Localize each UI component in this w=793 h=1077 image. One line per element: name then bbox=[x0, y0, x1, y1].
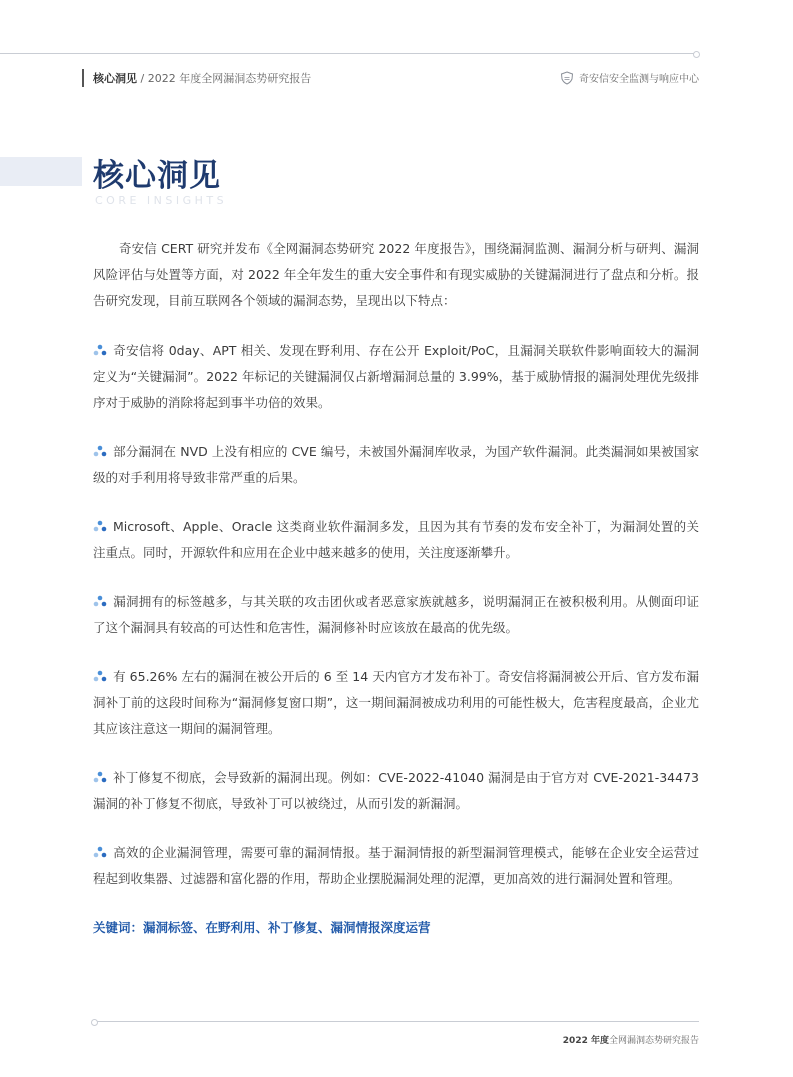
insight-text: 奇安信将 0day、APT 相关、发现在野利用、存在公开 Exploit/PoC，且漏洞关联软件影响面较大的漏洞定义为“关键漏洞”。2022 年标记的关键漏洞仅占新增漏洞总量的 3.99%，基于威胁情报的漏洞处理优先级排序对于威胁的消除将起到事半功倍的效果。 bbox=[93, 343, 699, 410]
insight-item bbox=[93, 840, 699, 892]
insight-item bbox=[93, 589, 699, 641]
shield-logo-icon bbox=[560, 71, 574, 85]
insight-text: 补丁修复不彻底，会导致新的漏洞出现。例如：CVE-2022-41040 漏洞是由于官方对 CVE-2021-34473 漏洞的补丁修复不彻底，导致补丁可以被绕过，从而引发的新漏洞。 bbox=[93, 770, 699, 811]
breadcrumb-bar bbox=[82, 69, 84, 87]
insight-item bbox=[93, 664, 699, 742]
breadcrumb-report: 2022 年度全网漏洞态势研究报告 bbox=[147, 72, 312, 85]
brand-name: 奇安信安全监测与响应中心 bbox=[579, 74, 699, 85]
insight-item bbox=[93, 439, 699, 491]
content bbox=[93, 236, 699, 941]
footer-rule-dot bbox=[91, 1019, 98, 1026]
intro-paragraph: 奇安信 CERT 研究并发布《全网漏洞态势研究 2022 年度报告》，围绕漏洞监测、漏洞分析与研判、漏洞风险评估与处置等方面，对 2022 年全年发生的重大安全事件和有现实威胁的关键漏洞进行了盘点和分析。报告研究发现，目前互联网各个领域的漏洞态势，呈现出以下特点： bbox=[93, 241, 699, 308]
insight-text: 漏洞拥有的标签越多，与其关联的攻击团伙或者恶意家族就越多，说明漏洞正在被积极利用。从侧面印证了这个漏洞具有较高的可达性和危害性，漏洞修补时应该放在最高的优先级。 bbox=[93, 594, 699, 635]
breadcrumb-separator: / bbox=[137, 72, 148, 85]
keywords: 关键词：漏洞标签、在野利用、补丁修复、漏洞情报深度运营 bbox=[93, 920, 431, 935]
tri-dots-icon bbox=[93, 595, 107, 607]
brand bbox=[560, 70, 699, 85]
tri-dots-icon bbox=[93, 771, 107, 783]
insight-text: 有 65.26% 左右的漏洞在被公开后的 6 至 14 天内官方才发布补丁。奇安信将漏洞被公开后、官方发布漏洞补丁前的这段时间称为“漏洞修复窗口期”，这一期间漏洞被成功利用的可能性极大，危害程度最高，企业尤其应该注意这一期间的漏洞管理。 bbox=[93, 669, 699, 736]
insight-item bbox=[93, 765, 699, 817]
header-rule-dot bbox=[693, 51, 700, 58]
breadcrumb bbox=[93, 70, 311, 86]
tri-dots-icon bbox=[93, 344, 107, 356]
insight-text: Microsoft、Apple、Oracle 这类商业软件漏洞多发，且因为其有节奏的发布安全补丁，为漏洞处置的关注重点。同时，开源软件和应用在企业中越来越多的使用，关注度逐渐攀升。 bbox=[93, 519, 699, 560]
footer-year: 2022 年度 bbox=[562, 1036, 609, 1046]
page-title: 核心洞见 bbox=[93, 158, 221, 194]
insight-text: 高效的企业漏洞管理，需要可靠的漏洞情报。基于漏洞情报的新型漏洞管理模式，能够在企业安全运营过程起到收集器、过滤器和富化器的作用，帮助企业摆脱漏洞处理的泥潭，更加高效的进行漏洞处置和管理。 bbox=[93, 845, 699, 886]
insight-text: 部分漏洞在 NVD 上没有相应的 CVE 编号，未被国外漏洞库收录，为国产软件漏洞。此类漏洞如果被国家级的对手利用将导致非常严重的后果。 bbox=[93, 444, 699, 485]
footer-rule bbox=[94, 1021, 699, 1022]
header-rule bbox=[0, 53, 694, 54]
title-accent-block bbox=[0, 157, 82, 186]
tri-dots-icon bbox=[93, 670, 107, 682]
insight-item bbox=[93, 338, 699, 416]
footer bbox=[563, 1033, 699, 1046]
footer-title: 全网漏洞态势研究报告 bbox=[608, 1036, 699, 1046]
insight-item bbox=[93, 514, 699, 566]
tri-dots-icon bbox=[93, 445, 107, 457]
page-subtitle: CORE INSIGHTS bbox=[95, 194, 228, 207]
breadcrumb-section: 核心洞见 bbox=[93, 72, 137, 85]
tri-dots-icon bbox=[93, 520, 107, 532]
tri-dots-icon bbox=[93, 846, 107, 858]
insight-list bbox=[93, 338, 699, 892]
